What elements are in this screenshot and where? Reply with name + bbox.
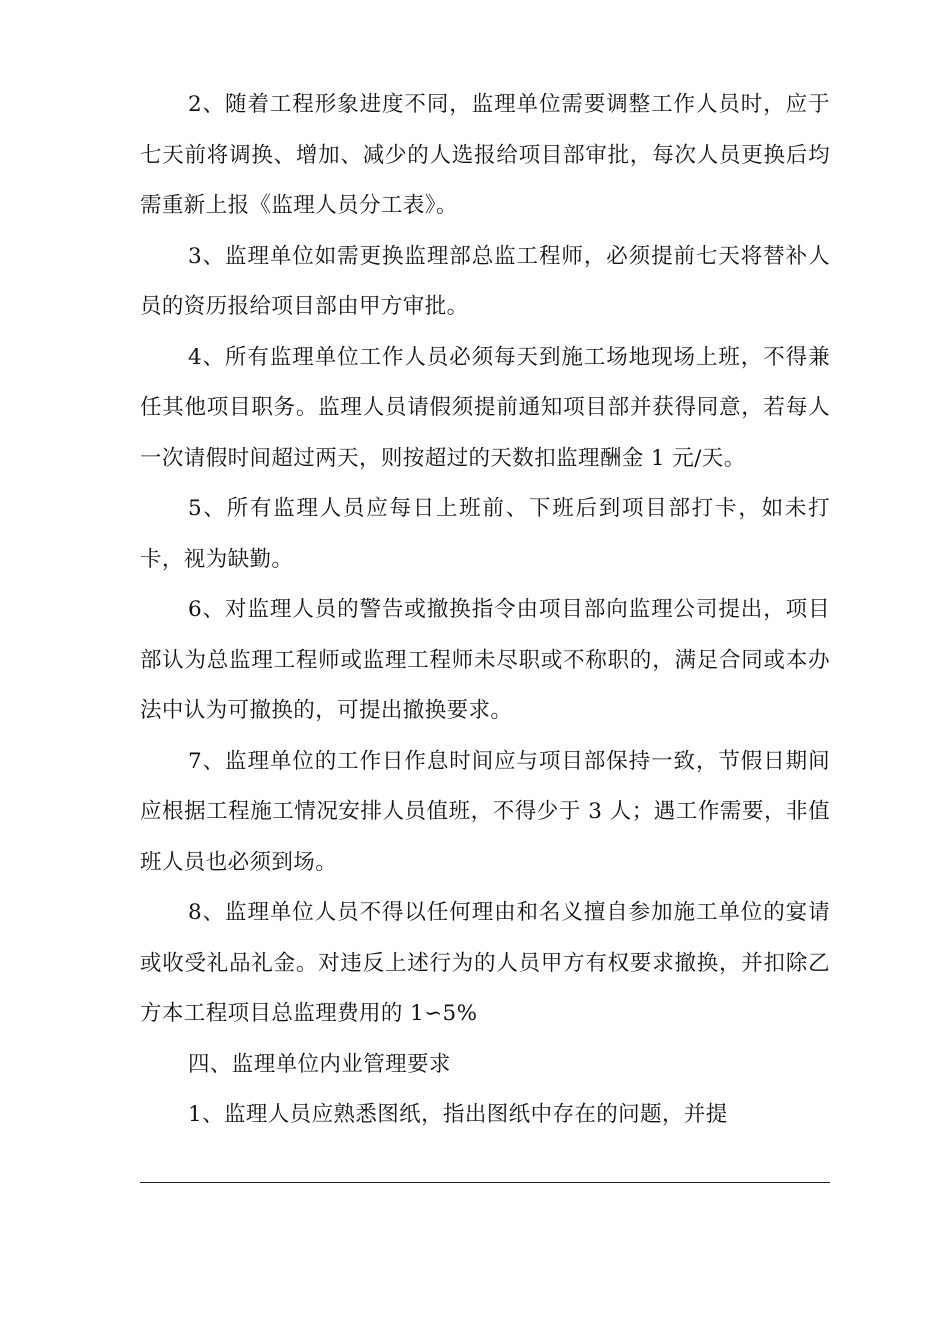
document-body — [140, 80, 830, 1141]
paragraph-item-7: 7、监理单位的工作日作息时间应与项目部保持一致，节假日期间应根据工程施工情况安排人员值班，不得少于 3 人；遇工作需要，非值班人员也必须到场。 — [140, 748, 830, 875]
paragraph-item-section4-1: 1、监理人员应熟悉图纸，指出图纸中存在的问题，并提 — [188, 1102, 728, 1127]
paragraph-item-4: 4、所有监理单位工作人员必须每天到施工场地现场上班，不得兼任其他项目职务。监理人员请假须提前通知项目部并获得同意，若每人一次请假时间超过两天，则按超过的天数扣监理酬金 1 元/天。 — [140, 344, 830, 471]
paragraph-item-3: 3、监理单位如需更换监理部总监工程师，必须提前七天将替补人员的资历报给项目部由甲方审批。 — [140, 243, 830, 319]
paragraph-item-5: 5、所有监理人员应每日上班前、下班后到项目部打卡，如未打卡，视为缺勤。 — [140, 496, 830, 572]
section-heading: 四、监理单位内业管理要求 — [188, 1051, 451, 1077]
paragraph-item-6: 6、对监理人员的警告或撤换指令由项目部向监理公司提出，项目部认为总监理工程师或监理工程师未尽职或不称职的，满足合同或本办法中认为可撤换的，可提出撤换要求。 — [140, 597, 830, 723]
paragraph-item-8: 8、监理单位人员不得以任何理由和名义擅自参加施工单位的宴请或收受礼品礼金。对违反上述行为的人员甲方有权要求撤换，并扣除乙方本工程项目总监理费用的 1∽5% — [140, 900, 830, 1026]
footer-divider — [140, 1182, 830, 1183]
paragraph-item-2: 2、随着工程形象进度不同，监理单位需要调整工作人员时，应于七天前将调换、增加、减少的人选报给项目部审批，每次人员更换后均需重新上报《监理人员分工表》。 — [140, 92, 830, 218]
